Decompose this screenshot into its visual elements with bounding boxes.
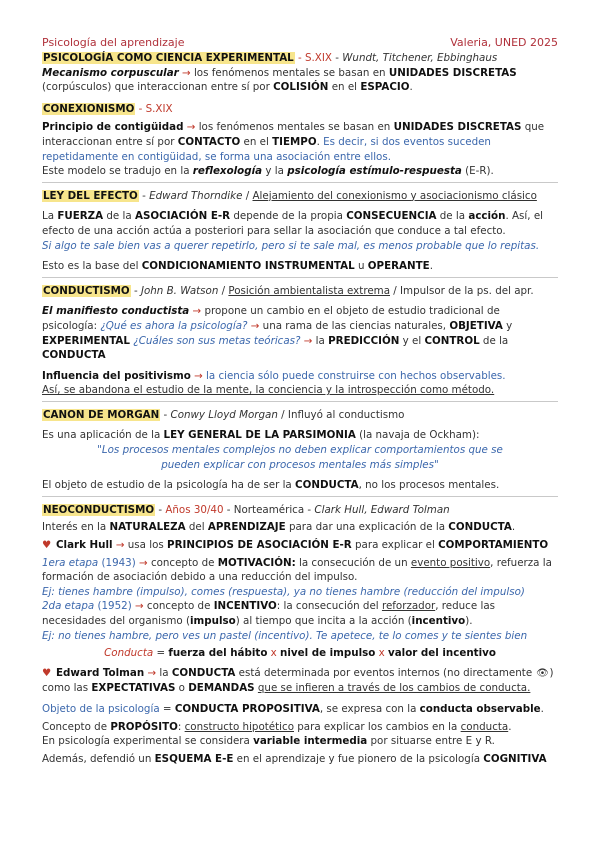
arrow-icon: → [190,369,206,382]
section-heading: CANON DE MORGAN - Conwy Lloyd Morgan / Influyó al conductismo [43,408,405,421]
eye-icon: 👁 [536,667,549,679]
arrow-icon: → [131,600,147,613]
paragraph: Es una aplicación de la LEY GENERAL DE LA PARSIMONIA (la navaja de Ockham): [42,429,480,442]
section-place: Norteamérica [233,503,305,516]
section-heading: LEY DEL EFECTO - Edward Thorndike / Alejamiento del conexionismo y asociacionismo clásico [43,189,537,202]
section-title: LEY DEL EFECTO [43,189,138,202]
section-neoconductismo [42,503,558,767]
bullet-clark-hull: ♥ Clark Hull → usa los PRINCIPIOS DE ASOCIACIÓN E-R para explicar el COMPORTAMIENTO [42,539,549,552]
arrow-icon: → [189,305,205,318]
header-author: Valeria, UNED 2025 [450,36,558,49]
section-note: Posición ambientalista extrema [228,284,390,297]
formula: Conducta = fuerza del hábito x nivel de impulso x valor del incentivo [104,647,496,660]
section-title: CANON DE MORGAN [43,408,160,421]
section-note: Alejamiento del conexionismo y asociacionismo clásico [252,189,537,202]
document-page [42,36,558,766]
section-conexionismo [42,102,558,183]
section-note: Influyó al conductismo [287,408,405,421]
section-heading: CONEXIONISMO - S.XIX [43,102,173,115]
bullet-edward-tolman: ♥ Edward Tolman → la CONDUCTA está determinada por eventos internos (no directamente 👁) como las EXPECTATIVAS o DEMANDAS que se infieren a través de los cambios de conducta. [42,666,554,695]
arrow-icon: → [178,66,194,79]
arrow-icon: → [247,319,263,332]
section-era: Años 30/40 [165,503,224,516]
section-authors: Clark Hull, Edward Tolman [314,503,450,516]
paragraph: Objeto de la psicología = CONDUCTA PROPOSITIVA, se expresa con la conducta observable. [42,702,544,715]
example-text: Ej: tienes hambre (impulso), comes (respuesta), ya no tienes hambre (reducción del impulso) [42,585,525,598]
section-title: NEOCONDUCTISMO [43,503,155,516]
section-heading: CONDUCTISMO - John B. Watson / Posición ambientalista extrema / Impulsor de la ps. del apr. [43,284,534,297]
paragraph: Interés en la NATURALEZA del APRENDIZAJE para dar una explicación de la CONDUCTA. [42,521,516,534]
section-title: CONEXIONISMO [43,102,135,115]
page-header [42,36,558,49]
example-text: Ej: no tienes hambre, pero ves un pastel (incentivo). Te apetece, te lo comes y te sientes bien [42,629,528,642]
section-author: Edward Thorndike [149,189,243,202]
paragraph: El manifiesto conductista → propone un cambio en el objeto de estudio tradicional de psicología: ¿Qué es ahora la psicología? → una rama de las ciencias naturales, OBJETIVA y EXPERIMENTAL ¿Cuáles son sus metas teóricas? → la PREDICCIÓN y el CONTROL de la CONDUCTA [42,305,513,362]
paragraph: Esto es la base del CONDICIONAMIENTO INSTRUMENTAL u OPERANTE. [42,259,558,278]
section-authors: Wundt, Titchener, Ebbinghaus [342,52,498,64]
section-author: Conwy Lloyd Morgan [170,408,278,421]
section-note-2: Impulsor de la ps. del apr. [400,284,534,297]
section-conductismo [42,284,558,402]
section-experimental [42,51,558,95]
section-era: S.XIX [305,52,332,64]
paragraph: Principio de contigüidad → los fenómenos mentales se basan en UNIDADES DISCRETAS que interaccionan entre sí por CONTACTO en el TIEMPO. Es decir, si dos eventos suceden repetidamente en contigüidad, se forma una asociación entre ellos. [42,121,545,163]
quote-text: "Los procesos mentales complejos no deben explicar comportamientos que se pueden explicar con procesos mentales más simples" [97,444,503,471]
paragraph: Mecanismo corpuscular → los fenómenos mentales se basan en UNIDADES DISCRETAS (corpúsculos) que interaccionan entre sí por COLISIÓN en el ESPACIO. [42,66,517,94]
heart-bullet-icon: ♥ [42,539,52,552]
arrow-icon: → [300,334,316,347]
example-text: Si algo te sale bien vas a querer repetirlo, pero si te sale mal, es menos probable que lo repitas. [42,239,540,252]
section-era: S.XIX [145,102,173,115]
arrow-icon: → [183,121,199,134]
header-course: Psicología del aprendizaje [42,36,185,49]
arrow-icon: → [112,539,128,552]
section-title: PSICOLOGÍA COMO CIENCIA EXPERIMENTAL [43,52,294,64]
heart-bullet-icon: ♥ [42,666,52,679]
paragraph: El objeto de estudio de la psicología ha de ser la CONDUCTA, no los procesos mentales. [42,478,558,497]
section-heading: PSICOLOGÍA COMO CIENCIA EXPERIMENTAL - S.XIX - Wundt, Titchener, Ebbinghaus [43,52,498,64]
paragraph: Así, se abandona el estudio de la mente, la conciencia y la introspección como método. [42,383,558,402]
stage-two: 2da etapa (1952) → concepto de INCENTIVO: la consecución del reforzador, reduce las necesidades del organismo (impulso) al tiempo que incita a la acción (incentivo). [42,600,495,627]
stage-one: 1era etapa (1943) → concepto de MOTIVACIÓN: la consecución de un evento positivo, refuerza la formación de asociación debido a una reducción del impulso. [42,556,552,584]
paragraph: Este modelo se tradujo en la reflexología y la psicología estímulo-respuesta (E-R). [42,164,558,183]
arrow-icon: → [135,556,151,569]
paragraph: Concepto de PROPÓSITO: constructo hipotético para explicar los cambios en la conducta. [42,720,512,733]
arrow-icon: → [144,666,160,679]
paragraph: En psicología experimental se considera variable intermedia por situarse entre E y R. [42,735,495,748]
section-heading: NEOCONDUCTISMO - Años 30/40 - Norteamérica - Clark Hull, Edward Tolman [43,503,450,516]
section-canon-de-morgan [42,408,558,497]
paragraph: La FUERZA de la ASOCIACIÓN E-R depende de la propia CONSECUENCIA de la acción. Así, el efecto de una acción actúa a posteriori para sellar la asociación que conduce a tal efecto. [42,210,544,237]
paragraph: Además, defendió un ESQUEMA E-E en el aprendizaje y fue pionero de la psicología COGNITIVA [42,752,547,765]
paragraph: Influencia del positivismo → la ciencia sólo puede construirse con hechos observables. [42,369,506,382]
section-ley-del-efecto [42,189,558,278]
section-author: John B. Watson [140,284,219,297]
section-title: CONDUCTISMO [43,284,130,297]
